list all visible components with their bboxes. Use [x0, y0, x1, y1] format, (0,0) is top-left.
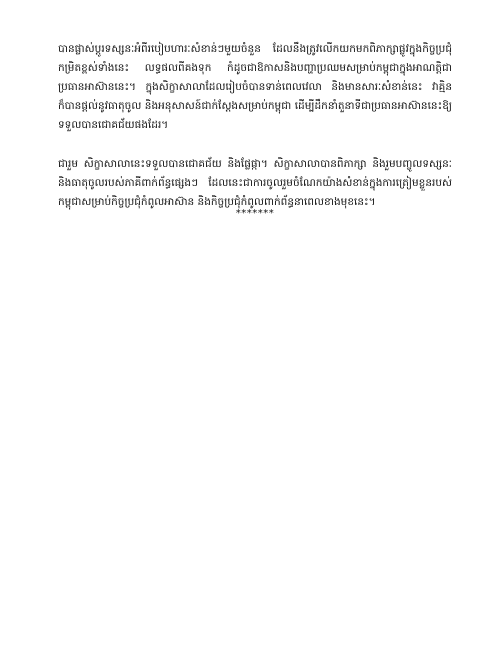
document-body [58, 40, 452, 219]
paragraph-1: បានផ្លាស់ប្តូរទស្សនៈអំពីរបៀបហារៈសំខាន់ៗមួយចំនួន ដែលនឹងត្រូវលើកយកមកពិភាក្សាផ្លូវក្នុងកិច្ចប្រជុំកម្រិតខ្ពស់ទាំងនេះ លទ្ធផលពីគងទុក កំដូចជាឱកាសនិងបញ្ហាប្រឈមសម្រាប់កម្ពុជាក្នុងអាណត្តិជាប្រធានអាស៊ាននេះ។ ក្នុងសិក្ខាសាលាដែលរៀបចំបានទាន់ពេលវេលា និងមានសារៈសំខាន់នេះ វាគ្មិនក៏បានផ្តល់នូវធាតុចូល និងអនុសាសន៍ជាក់ស្តែងសម្រាប់កម្ពុជា ដើម្បីដឹកនាំតួនាទីជាប្រធានអាស៊ាននេះឱ្យទទួលបានជោគជ័យផងដែរ។ [58, 43, 452, 131]
end-mark: ******* [235, 208, 275, 219]
paragraph-2: ជារួម សិក្ខាសាលានេះទទួលបានជោគជ័យ និងផ្លែផ្កា។ សិក្ខាសាលាបានពិភាក្សា និងរួមបញ្ចូលទស្សនៈ និងធាតុចូលរបស់ភាគីពាក់ព័ន្ធផ្សេងៗ ដែលនេះជាការចូលរួមចំណែកយ៉ាងសំខាន់ក្នុងការត្រៀមខ្លួនរបស់កម្ពុជាសម្រាប់កិច្ចប្រជុំកំពូលអាស៊ាន និងកិច្ចប្រជុំកំពូលពាក់ព័ន្ធនាពេលខាងមុខនេះ។ [58, 158, 452, 208]
